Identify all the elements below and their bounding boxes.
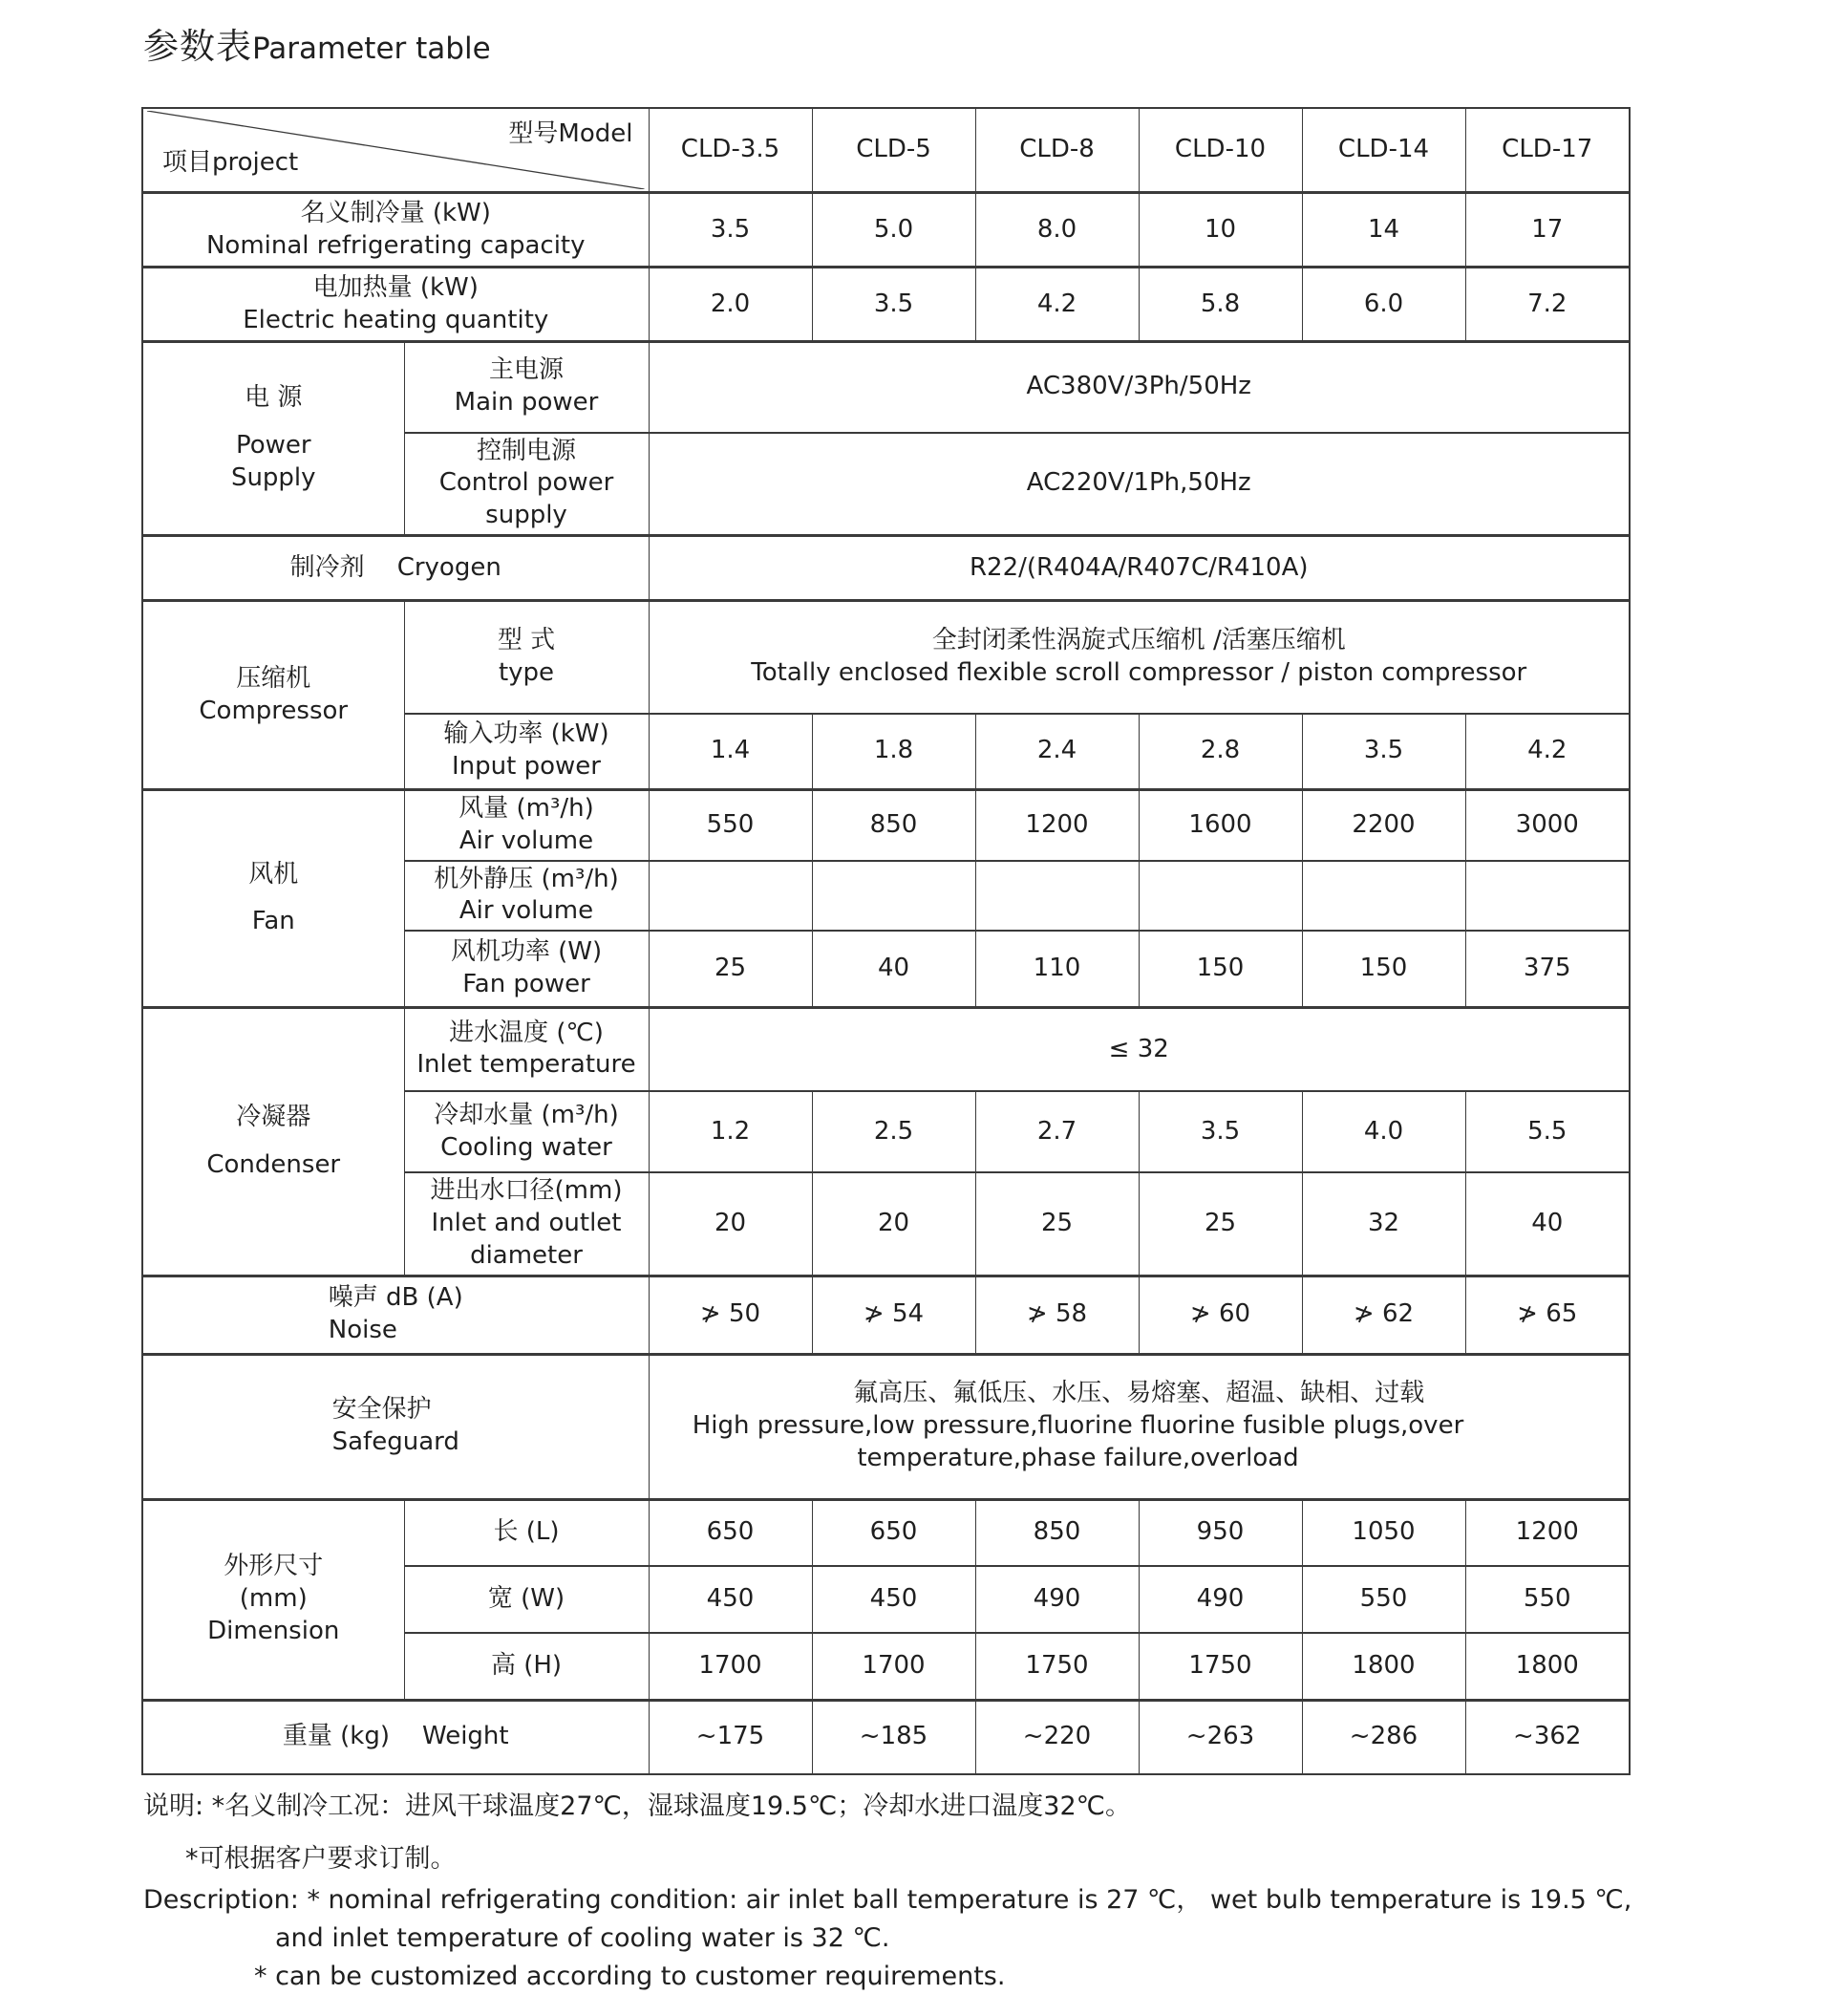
nominal-capacity-label-en: Nominal refrigerating capacity [205, 230, 586, 260]
input-power-value: 2.4 [975, 714, 1139, 790]
condenser-group-zh: 冷凝器 [236, 1102, 311, 1131]
height-value: 1800 [1302, 1633, 1465, 1700]
heating-value: 2.0 [649, 268, 812, 342]
fan-power-label-en: Fan power [462, 969, 590, 998]
height-value: 1700 [812, 1633, 975, 1700]
weight-value: ~362 [1465, 1700, 1630, 1774]
compressor-type-value-en: Totally enclosed flexible scroll compressor / piston compressor [751, 657, 1527, 687]
input-power-label-zh: 输入功率 (kW) [443, 719, 609, 749]
height-value: 1750 [1139, 1633, 1302, 1700]
main-power-row [142, 342, 1630, 433]
diameter-value: 20 [649, 1172, 812, 1276]
air-volume-value: 3000 [1465, 790, 1630, 861]
power-group-en1: Power [235, 431, 311, 461]
cooling-water-value: 4.0 [1302, 1091, 1465, 1172]
weight-value: ~175 [649, 1700, 812, 1774]
cryogen-label-en: Cryogen [396, 552, 501, 582]
control-power-label-zh: 控制电源 [476, 436, 576, 465]
compressor-type-label [404, 601, 649, 714]
noise-value: ≯ 50 [649, 1276, 812, 1354]
nominal-value: 8.0 [975, 193, 1139, 268]
static-pressure-value [1302, 861, 1465, 932]
inlet-temperature-value: ≤ 32 [649, 1007, 1630, 1091]
length-value: 650 [812, 1499, 975, 1566]
diameter-label-zh: 进出水口径(mm) [430, 1176, 623, 1206]
width-value: 490 [975, 1566, 1139, 1633]
model-header: CLD-17 [1465, 108, 1630, 193]
main-power-label [404, 342, 649, 433]
note-zh-2: *可根据客户要求订制。 [185, 1844, 457, 1874]
noise-label-block [329, 1282, 463, 1347]
note-en-1: Description: * nominal refrigerating condition: air inlet ball temperature is 27 ℃， wet bulb temperature is 19.5 ℃, [143, 1885, 1632, 1915]
compressor-group-en: Compressor [199, 696, 349, 725]
nominal-value: 10 [1139, 193, 1302, 268]
safeguard-label-en: Safeguard [331, 1427, 459, 1457]
cooling-water-value: 2.5 [812, 1091, 975, 1172]
dimension-group-zh: 外形尺寸 [224, 1552, 324, 1581]
nominal-value: 17 [1465, 193, 1630, 268]
heating-quantity-label-en: Electric heating quantity [243, 305, 549, 334]
nominal-value: 14 [1302, 193, 1465, 268]
length-value: 1050 [1302, 1499, 1465, 1566]
cooling-water-value: 5.5 [1465, 1091, 1630, 1172]
width-value: 490 [1139, 1566, 1302, 1633]
noise-value: ≯ 58 [975, 1276, 1139, 1354]
weight-value: ~220 [975, 1700, 1139, 1774]
diameter-value: 40 [1465, 1172, 1630, 1276]
safeguard-value [649, 1354, 1630, 1499]
static-pressure-value [1139, 861, 1302, 932]
control-power-value: AC220V/1Ph,50Hz [649, 433, 1630, 536]
safeguard-label-block [332, 1394, 459, 1459]
heating-value: 6.0 [1302, 268, 1465, 342]
power-group-zh: 电 源 [245, 383, 303, 413]
dimension-group-label [142, 1499, 404, 1700]
height-value: 1750 [975, 1633, 1139, 1700]
heating-value: 5.8 [1139, 268, 1302, 342]
heating-quantity-label-zh: 电加热量 (kW) [312, 272, 479, 302]
fan-power-value: 150 [1302, 931, 1465, 1007]
static-pressure-label-zh: 机外静压 (m³/h) [434, 864, 619, 893]
fan-power-label [404, 931, 649, 1007]
page-title-zh: 参数表 [143, 26, 252, 67]
main-power-label-en: Main power [454, 388, 599, 418]
weight-value: ~263 [1139, 1700, 1302, 1774]
input-power-label [404, 714, 649, 790]
diameter-value: 25 [975, 1172, 1139, 1276]
safeguard-label-zh: 安全保护 [331, 1395, 432, 1425]
compressor-type-value [649, 601, 1630, 714]
fan-power-value: 150 [1139, 931, 1302, 1007]
cryogen-value: R22/(R404A/R407C/R410A) [649, 536, 1630, 601]
fan-power-value: 375 [1465, 931, 1630, 1007]
noise-label [142, 1276, 649, 1354]
cooling-water-label-zh: 冷却水量 (m³/h) [434, 1100, 619, 1129]
diameter-value: 32 [1302, 1172, 1465, 1276]
fan-power-value: 40 [812, 931, 975, 1007]
height-value: 1700 [649, 1633, 812, 1700]
heating-quantity-row [142, 268, 1630, 342]
fan-group-label [142, 790, 404, 1008]
input-power-label-en: Input power [452, 752, 601, 782]
weight-value: ~185 [812, 1700, 975, 1774]
fan-group-en: Fan [251, 907, 295, 936]
fan-power-value: 110 [975, 931, 1139, 1007]
diameter-label [404, 1172, 649, 1276]
inlet-temperature-label [404, 1007, 649, 1091]
model-header: CLD-3.5 [649, 108, 812, 193]
air-volume-value: 1600 [1139, 790, 1302, 861]
nominal-capacity-row [142, 193, 1630, 268]
cooling-water-value: 3.5 [1139, 1091, 1302, 1172]
length-value: 850 [975, 1499, 1139, 1566]
noise-value: ≯ 54 [812, 1276, 975, 1354]
noise-value: ≯ 65 [1465, 1276, 1630, 1354]
nominal-capacity-label-zh: 名义制冷量 (kW) [300, 198, 491, 227]
height-value: 1800 [1465, 1633, 1630, 1700]
compressor-group-label [142, 601, 404, 790]
static-pressure-value [975, 861, 1139, 932]
nominal-value: 5.0 [812, 193, 975, 268]
table-corner-cell [142, 108, 649, 193]
dimension-group-en: Dimension [207, 1616, 340, 1645]
input-power-value: 4.2 [1465, 714, 1630, 790]
heating-quantity-label [142, 268, 649, 342]
model-header: CLD-14 [1302, 108, 1465, 193]
safeguard-row [142, 1354, 1630, 1499]
length-label: 长 (L) [404, 1499, 649, 1566]
weight-row [142, 1700, 1630, 1774]
condenser-group-en: Condenser [206, 1149, 341, 1179]
diameter-label-en2: diameter [470, 1240, 583, 1270]
note-zh-1: 说明: *名义制冷工况：进风干球温度27℃，湿球温度19.5℃；冷却水进口温度32℃。 [143, 1791, 1131, 1821]
condenser-group-label [142, 1007, 404, 1276]
nominal-value: 3.5 [649, 193, 812, 268]
corner-model-label: 型号Model [508, 119, 633, 148]
noise-row [142, 1276, 1630, 1354]
compressor-type-label-zh: 型 式 [497, 625, 556, 654]
width-value: 450 [649, 1566, 812, 1633]
control-power-label-en2: supply [485, 501, 567, 530]
dimension-group-unit: (mm) [239, 1584, 308, 1614]
input-power-value: 1.8 [812, 714, 975, 790]
cryogen-label-zh: 制冷剂 [289, 552, 365, 582]
fan-power-label-zh: 风机功率 (W) [450, 937, 603, 967]
heating-value: 7.2 [1465, 268, 1630, 342]
cooling-water-label-en: Cooling water [440, 1132, 612, 1162]
power-group-en2: Supply [230, 462, 316, 492]
note-en-3: * can be customized according to customer requirements. [254, 1962, 1006, 1991]
static-pressure-value [1465, 861, 1630, 932]
noise-label-en: Noise [328, 1316, 397, 1345]
compressor-group-zh: 压缩机 [236, 663, 311, 693]
static-pressure-value [812, 861, 975, 932]
air-volume-value: 1200 [975, 790, 1139, 861]
cryogen-label [142, 536, 649, 601]
air-volume-value: 550 [649, 790, 812, 861]
air-volume-label [404, 790, 649, 861]
diameter-value: 25 [1139, 1172, 1302, 1276]
heating-value: 3.5 [812, 268, 975, 342]
air-volume-label-en: Air volume [458, 826, 594, 855]
height-label: 高 (H) [404, 1633, 649, 1700]
fan-power-value: 25 [649, 931, 812, 1007]
air-volume-value: 850 [812, 790, 975, 861]
inlet-temperature-label-en: Inlet temperature [416, 1050, 636, 1080]
compressor-type-label-en: type [498, 657, 555, 687]
input-power-value: 2.8 [1139, 714, 1302, 790]
compressor-type-row [142, 601, 1630, 714]
width-label: 宽 (W) [404, 1566, 649, 1633]
static-pressure-label [404, 861, 649, 932]
length-value: 950 [1139, 1499, 1302, 1566]
model-header: CLD-10 [1139, 108, 1302, 193]
cooling-water-value: 1.2 [649, 1091, 812, 1172]
length-value: 650 [649, 1499, 812, 1566]
parameter-table [141, 107, 1631, 1775]
header-row [142, 108, 1630, 193]
control-power-label [404, 433, 649, 536]
main-power-label-zh: 主电源 [488, 355, 564, 385]
control-power-label-en1: Control power [438, 468, 614, 498]
static-pressure-label-en: Air volume [458, 896, 594, 926]
width-value: 550 [1465, 1566, 1630, 1633]
model-header: CLD-5 [812, 108, 975, 193]
fan-group-zh: 风机 [248, 859, 299, 889]
safeguard-value-en: High pressure,low pressure,fluorine fluorine fusible plugs,over temperature,phase failure,overload [692, 1411, 1464, 1472]
note-en-2: and inlet temperature of cooling water is 32 ℃. [275, 1923, 890, 1953]
diameter-value: 20 [812, 1172, 975, 1276]
noise-label-zh: 噪声 dB (A) [328, 1283, 463, 1313]
safeguard-label [142, 1354, 649, 1499]
cooling-water-label [404, 1091, 649, 1172]
static-pressure-value [649, 861, 812, 932]
page-title [143, 17, 491, 69]
nominal-capacity-label [142, 193, 649, 268]
weight-value: ~286 [1302, 1700, 1465, 1774]
inlet-temperature-label-zh: 进水温度 (℃) [449, 1018, 604, 1047]
cooling-water-value: 2.7 [975, 1091, 1139, 1172]
inlet-temperature-row [142, 1007, 1630, 1091]
weight-label-zh: 重量 (kg) [282, 1722, 391, 1751]
input-power-value: 1.4 [649, 714, 812, 790]
power-supply-group-label [142, 342, 404, 536]
noise-value: ≯ 62 [1302, 1276, 1465, 1354]
compressor-type-value-zh: 全封闭柔性涡旋式压缩机 /活塞压缩机 [931, 625, 1346, 654]
input-power-value: 3.5 [1302, 714, 1465, 790]
cryogen-row [142, 536, 1630, 601]
diameter-label-en1: Inlet and outlet [431, 1208, 622, 1237]
corner-cell-inner [147, 111, 645, 189]
weight-label-en: Weight [422, 1722, 509, 1751]
air-volume-value: 2200 [1302, 790, 1465, 861]
dimension-length-row [142, 1499, 1630, 1566]
width-value: 550 [1302, 1566, 1465, 1633]
heating-value: 4.2 [975, 268, 1139, 342]
length-value: 1200 [1465, 1499, 1630, 1566]
width-value: 450 [812, 1566, 975, 1633]
noise-value: ≯ 60 [1139, 1276, 1302, 1354]
weight-label [142, 1700, 649, 1774]
page-title-en: Parameter table [252, 32, 491, 66]
main-power-value: AC380V/3Ph/50Hz [649, 342, 1630, 433]
corner-project-label: 项目project [162, 148, 299, 178]
safeguard-value-zh: 氟高压、氟低压、水压、易熔塞、超温、缺相、过载 [853, 1379, 1425, 1408]
air-volume-row [142, 790, 1630, 861]
model-header: CLD-8 [975, 108, 1139, 193]
air-volume-label-zh: 风量 (m³/h) [458, 794, 594, 823]
